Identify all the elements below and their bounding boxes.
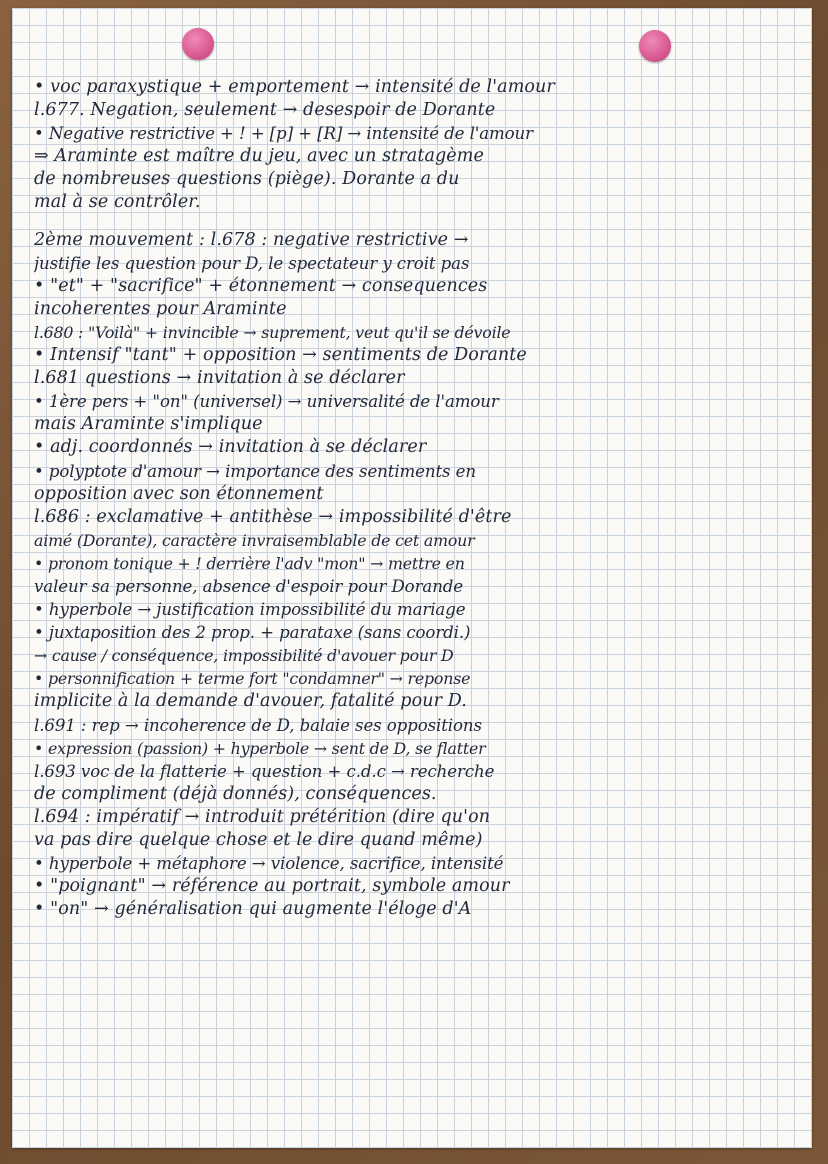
- note-line: • personnification + terme fort "condamner" → reponse: [34, 669, 471, 689]
- note-line: • hyperbole + métaphore → violence, sacrifice, intensité: [34, 854, 504, 874]
- note-line: incoherentes pour Araminte: [34, 298, 287, 319]
- note-line: • hyperbole → justification impossibilité du mariage: [34, 600, 466, 620]
- note-line: mal à se contrôler.: [34, 192, 201, 213]
- note-line: ⇒ Araminte est maître du jeu, avec un stratagème: [34, 146, 484, 167]
- note-line: valeur sa personne, absence d'espoir pour Dorande: [34, 576, 464, 596]
- note-line: l.681 questions → invitation à se déclarer: [34, 368, 405, 389]
- note-line: • expression (passion) + hyperbole → sent de D, se flatter: [34, 738, 486, 758]
- notebook-page: [12, 8, 812, 1148]
- push-pin-right-icon: [639, 30, 671, 62]
- note-line: l.677. Negation, seulement → desespoir de Dorante: [34, 100, 496, 121]
- handwritten-notes: [34, 76, 809, 921]
- note-line: l.693 voc de la flatterie + question + c.d.c → recherche: [34, 761, 495, 781]
- note-line: l.680 : "Voilà" + invincible → suprement, veut qu'il se dévoile: [34, 322, 511, 342]
- note-line: l.691 : rep → incoherence de D, balaie ses oppositions: [34, 715, 482, 735]
- note-line: aimé (Dorante), caractère invraisemblable de cet amour: [34, 530, 475, 550]
- note-line: de compliment (déjà donnés), conséquences.: [34, 783, 437, 804]
- note-line: opposition avec son étonnement: [34, 483, 324, 504]
- note-line: l.686 : exclamative + antithèse → impossibilité d'être: [34, 506, 512, 527]
- note-line: • adj. coordonnés → invitation à se déclarer: [34, 437, 427, 458]
- note-line: → cause / conséquence, impossibilité d'avouer pour D: [34, 646, 454, 666]
- note-line: mais Araminte s'implique: [34, 414, 263, 435]
- note-line: • Negative restrictive + ! + [p] + [R] → intensité de l'amour: [34, 124, 533, 144]
- note-line: va pas dire quelque chose et le dire quand même): [34, 830, 483, 850]
- note-line: • voc paraxystique + emportement → intensité de l'amour: [34, 77, 555, 97]
- note-line: • juxtaposition des 2 prop. + parataxe (sans coordi.): [34, 623, 471, 643]
- note-line: • Intensif "tant" + opposition → sentiments de Dorante: [34, 345, 527, 366]
- note-line: de nombreuses questions (piège). Dorante a du: [34, 169, 460, 190]
- note-line: • polyptote d'amour → importance des sentiments en: [34, 461, 476, 481]
- note-line: l.694 : impératif → introduit prétérition (dire qu'on: [34, 806, 491, 827]
- section-heading-line: 2ème mouvement : l.678 : negative restrictive →: [34, 229, 469, 250]
- note-line: • "poignant" → référence au portrait, symbole amour: [34, 876, 510, 897]
- note-line: • pronom tonique + ! derrière l'adv "mon" → mettre en: [34, 553, 465, 573]
- note-line: • "on" → généralisation qui augmente l'éloge d'A: [34, 899, 472, 920]
- push-pin-left-icon: [182, 28, 214, 60]
- note-line: • 1ère pers + "on" (universel) → universalité de l'amour: [34, 392, 499, 412]
- note-line: justifie les question pour D, le spectateur y croit pas: [34, 253, 470, 273]
- note-line: • "et" + "sacrifice" + étonnement → consequences: [34, 275, 488, 296]
- note-line: implicite à la demande d'avouer, fatalité pour D.: [34, 691, 467, 712]
